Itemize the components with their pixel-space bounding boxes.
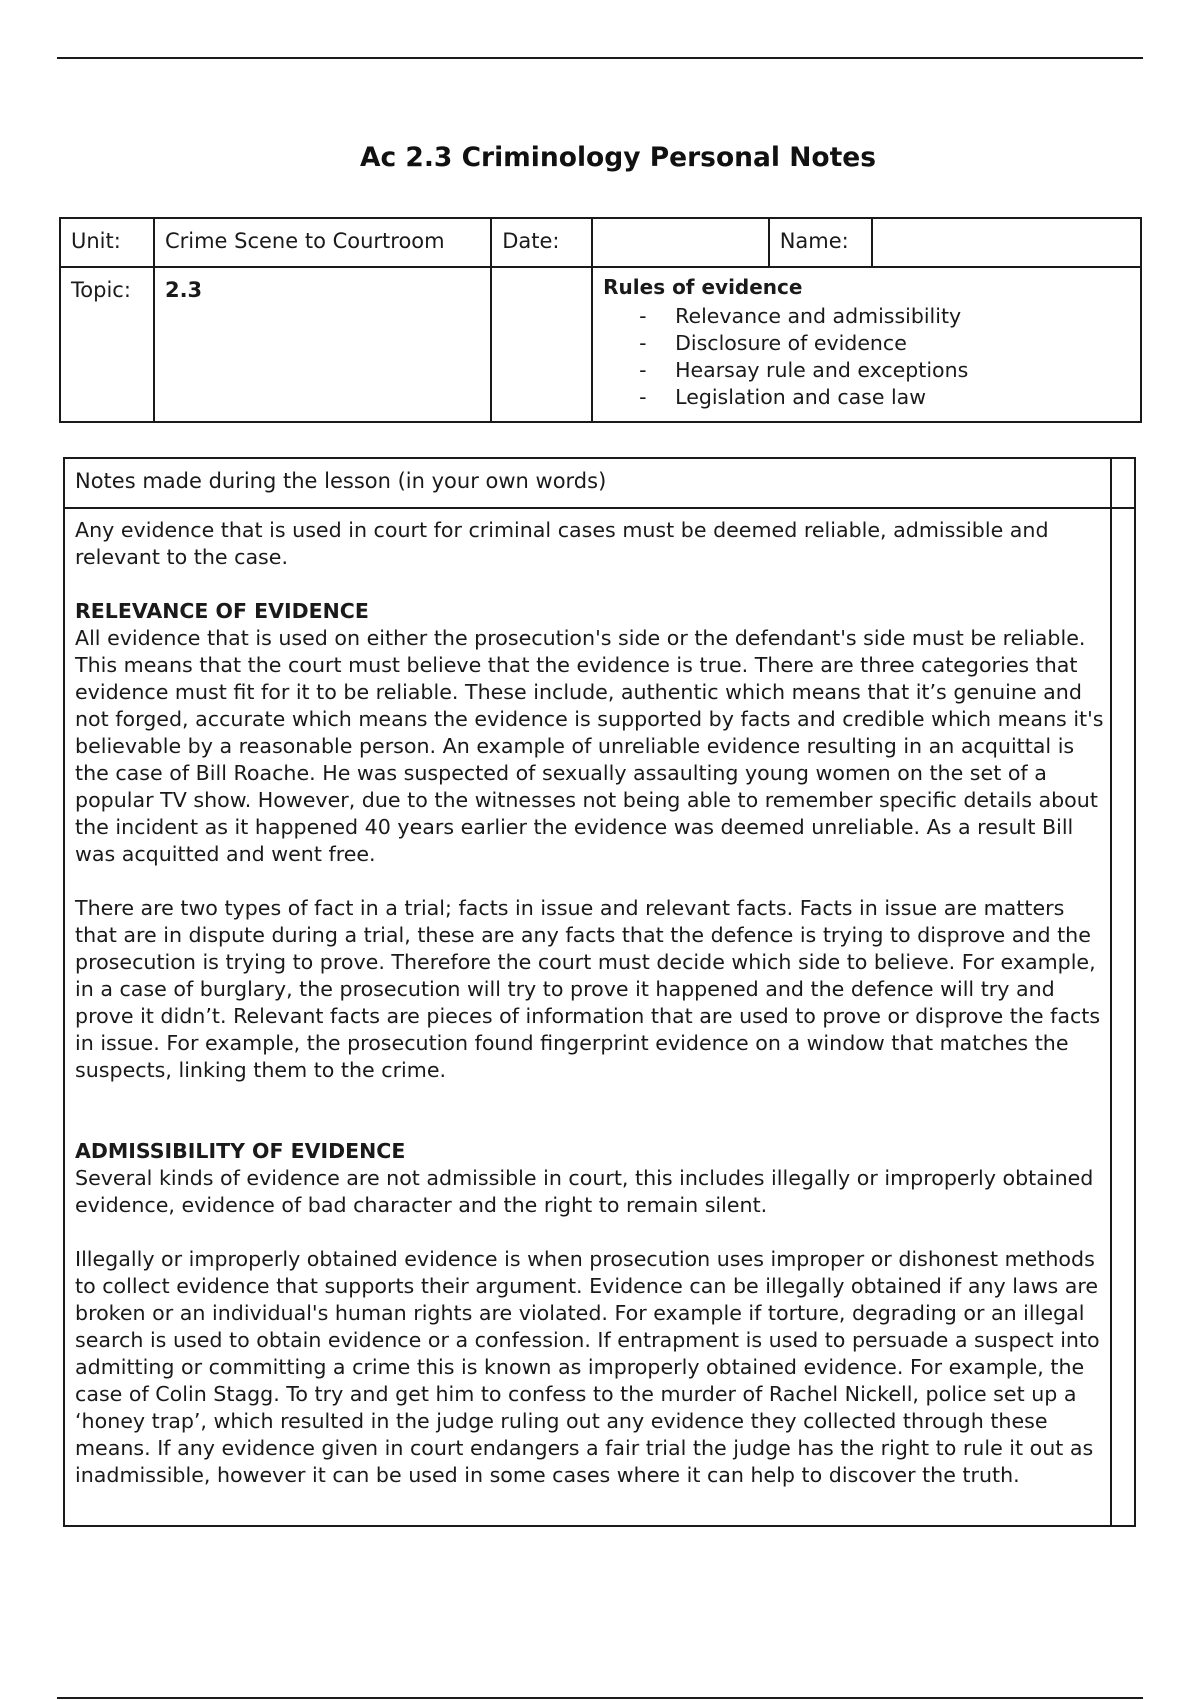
date-label: Date:	[491, 218, 592, 267]
admissibility-heading: ADMISSIBILITY OF EVIDENCE	[75, 1139, 406, 1163]
notes-body	[75, 517, 1105, 1516]
notes-box	[63, 457, 1136, 1527]
topic-value: 2.3	[154, 267, 491, 422]
rules-item: - Legislation and case law	[639, 384, 1130, 411]
name-label: Name:	[769, 218, 872, 267]
name-field[interactable]	[872, 218, 1141, 267]
date-field[interactable]	[592, 218, 769, 267]
relevance-paragraph-1: All evidence that is used on either the prosecution's side or the defendant's side must be reliable. This means that the court must believe that the evidence is true. There are three categories that evidence must fit for it to be reliable. These include, authentic which means that it’s genuine and not forged, accurate which means the evidence is supported by facts and credible which means it's believable by a reasonable person. An example of unreliable evidence resulting in an acquittal is the case of Bill Roache. He was suspected of sexually assaulting young women on the set of a popular TV show. However, due to the witnesses not being able to remember specific details about the incident as it happened 40 years earlier the evidence was deemed unreliable. As a result Bill was acquitted and went free.	[75, 626, 1104, 866]
info-row-2	[60, 267, 1141, 422]
rules-title: Rules of evidence	[603, 275, 803, 299]
admissibility-paragraph-1: Several kinds of evidence are not admissible in court, this includes illegally or improperly obtained evidence, evidence of bad character and the right to remain silent.	[75, 1166, 1094, 1217]
unit-label: Unit:	[60, 218, 154, 267]
notes-header-divider	[65, 507, 1134, 509]
rules-item: - Relevance and admissibility	[639, 303, 1130, 330]
notes-intro: Any evidence that is used in court for criminal cases must be deemed reliable, admissible and relevant to the case.	[75, 518, 1049, 569]
rules-item: - Hearsay rule and exceptions	[639, 357, 1130, 384]
notes-header: Notes made during the lesson (in your own words)	[75, 469, 607, 493]
top-rule	[57, 57, 1143, 59]
rules-list	[603, 303, 1130, 411]
topic-empty-cell	[491, 267, 592, 422]
rules-item: - Disclosure of evidence	[639, 330, 1130, 357]
relevance-heading: RELEVANCE OF EVIDENCE	[75, 599, 369, 623]
unit-value: Crime Scene to Courtroom	[154, 218, 491, 267]
info-row-1	[60, 218, 1141, 267]
topic-label: Topic:	[60, 267, 154, 422]
bottom-rule	[57, 1697, 1143, 1699]
info-table	[59, 217, 1142, 423]
relevance-paragraph-2: There are two types of fact in a trial; facts in issue and relevant facts. Facts in issue are matters that are in dispute during a trial, these are any facts that the defence is trying to disprove and the prosecution is trying to prove. Therefore the court must decide which side to believe. For example, in a case of burglary, the prosecution will try to prove it happened and the defence will try and prove it didn’t. Relevant facts are pieces of information that are used to prove or disprove the facts in issue. For example, the prosecution found fingerprint evidence on a window that matches the suspects, linking them to the crime.	[75, 896, 1101, 1082]
document-title: Ac 2.3 Criminology Personal Notes	[359, 142, 877, 173]
admissibility-paragraph-2: Illegally or improperly obtained evidence is when prosecution uses improper or dishonest methods to collect evidence that supports their argument. Evidence can be illegally obtained if any laws are broken or an individual's human rights are violated. For example if torture, degrading or an illegal search is used to obtain evidence or a confession. If entrapment is used to persuade a suspect into admitting or committing a crime this is known as improperly obtained evidence. For example, the case of Colin Stagg. To try and get him to confess to the murder of Rachel Nickell, police set up a ‘honey trap’, which resulted in the judge ruling out any evidence they collected through these means. If any evidence given in court endangers a fair trial the judge has the right to rule it out as inadmissible, however it can be used in some cases where it can help to discover the truth.	[75, 1247, 1100, 1487]
notes-side-column-line	[1110, 459, 1112, 1525]
rules-cell	[592, 267, 1141, 422]
